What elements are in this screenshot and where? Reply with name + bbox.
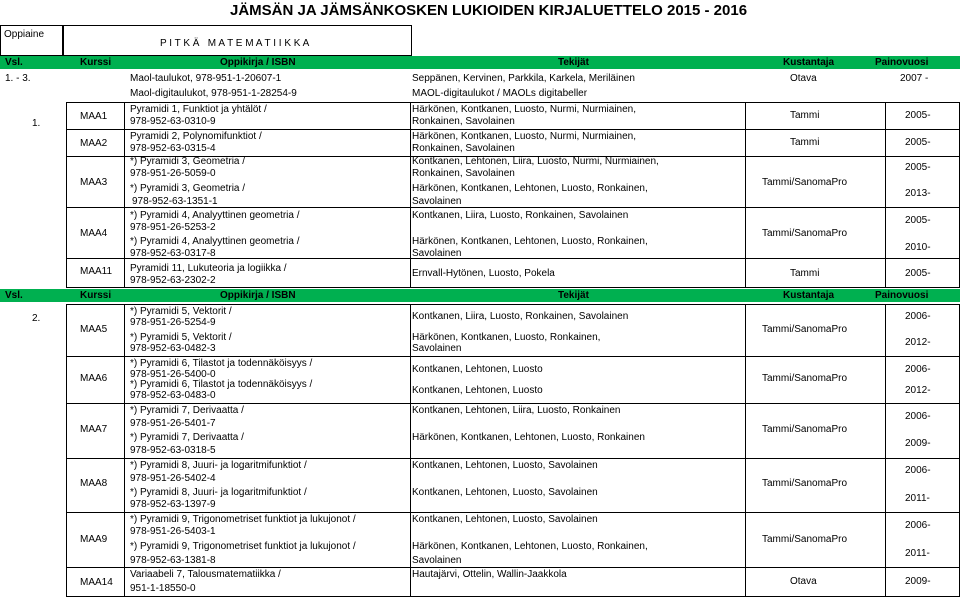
book-title: *) Pyramidi 3, Geometria / [130, 183, 246, 194]
authors: Kontkanen, Lehtonen, Liira, Luosto, Ronkainen [412, 405, 621, 416]
year: 2012- [905, 337, 931, 348]
year: 2005- [905, 137, 931, 148]
col-painovuosi: Painovuosi [875, 290, 929, 301]
course-maa5: MAA5 [80, 324, 108, 335]
book-title: Pyramidi 11, Lukuteoria ja logiikka / [130, 263, 287, 274]
book-title: Variaabeli 7, Talousmatematiikka / [130, 569, 281, 580]
tables-year: 2007 - [900, 73, 929, 84]
digi-book: Maol-digitaulukot, 978-951-1-28254-9 [130, 88, 297, 99]
year: 2006- [905, 520, 931, 531]
authors: Kontkanen, Lehtonen, Luosto, Savolainen [412, 487, 598, 498]
year: 2012- [905, 385, 931, 396]
book-title: Pyramidi 1, Funktiot ja yhtälöt / [130, 104, 267, 115]
publisher: Tammi/SanomaPro [762, 478, 848, 489]
book-title: *) Pyramidi 8, Juuri- ja logaritmifunktiot / [130, 460, 307, 471]
publisher: Tammi/SanomaPro [762, 324, 848, 335]
authors: Kontkanen, Liira, Luosto, Ronkainen, Savolainen [412, 210, 629, 221]
course-maa9: MAA9 [80, 534, 108, 545]
authors: Ronkainen, Savolainen [412, 143, 515, 154]
book-title: *) Pyramidi 6, Tilastot ja todennäköisyys / [130, 379, 313, 390]
book-isbn: 978-952-63-0315-4 [130, 143, 216, 154]
authors: Kontkanen, Lehtonen, Luosto [412, 385, 543, 396]
year: 2011- [905, 493, 930, 504]
authors: Savolainen [412, 196, 462, 207]
authors: Härkönen, Kontkanen, Lehtonen, Luosto, Ronkainen, [412, 183, 648, 194]
book-isbn: 978-951-26-5253-2 [130, 222, 216, 233]
course-maa14: MAA14 [80, 577, 113, 588]
course-maa3: MAA3 [80, 177, 108, 188]
book-title: *) Pyramidi 9, Trigonometriset funktiot ja lukujonot / [130, 541, 356, 552]
course-maa8: MAA8 [80, 478, 108, 489]
year: 2006- [905, 364, 931, 375]
book-title: *) Pyramidi 7, Derivaatta / [130, 432, 244, 443]
book-isbn: 978-951-26-5403-1 [130, 526, 216, 537]
col-oppikirja: Oppikirja / ISBN [220, 290, 296, 301]
book-isbn: 951-1-18550-0 [130, 583, 196, 594]
tables-publisher: Otava [790, 73, 817, 84]
authors: Härkönen, Kontkanen, Lehtonen, Luosto, Ronkainen, [412, 541, 648, 552]
col-kustantaja: Kustantaja [783, 57, 835, 68]
course-maa2: MAA2 [80, 138, 108, 149]
book-isbn: 978-952-63-0310-9 [130, 116, 216, 127]
subject-label: Oppiaine [4, 29, 45, 40]
col-tekijat: Tekijät [558, 57, 589, 68]
col-kustantaja: Kustantaja [783, 290, 835, 301]
course-maa11: MAA11 [80, 266, 113, 277]
book-title: Pyramidi 2, Polynomifunktiot / [130, 131, 262, 142]
publisher: Tammi/SanomaPro [762, 177, 848, 188]
authors: Härkönen, Kontkanen, Luosto, Nurmi, Nurmiainen, [412, 131, 637, 142]
publisher: Tammi/SanomaPro [762, 424, 848, 435]
col-kurssi: Kurssi [80, 290, 112, 301]
book-isbn: 978-952-63-2302-2 [130, 275, 216, 286]
year: 2005- [905, 110, 931, 121]
book-title: *) Pyramidi 9, Trigonometriset funktiot ja lukujonot / [130, 514, 356, 525]
book-title: *) Pyramidi 4, Analyyttinen geometria / [130, 236, 300, 247]
book-isbn: 978-952-63-0318-5 [130, 445, 216, 456]
publisher: Tammi/SanomaPro [762, 373, 848, 384]
authors: Savolainen [412, 555, 462, 566]
course-maa6: MAA6 [80, 373, 108, 384]
digi-authors: MAOL-digitaulukot / MAOLs digitabeller [412, 88, 588, 99]
course-maa7: MAA7 [80, 424, 108, 435]
publisher: Tammi/SanomaPro [762, 534, 848, 545]
authors: Kontkanen, Lehtonen, Luosto, Savolainen [412, 514, 598, 525]
year: 2006- [905, 311, 931, 322]
book-title: *) Pyramidi 5, Vektorit / [130, 332, 232, 343]
year: 2011- [905, 548, 930, 559]
authors: Ronkainen, Savolainen [412, 168, 515, 179]
year: 2013- [905, 188, 931, 199]
book-title: *) Pyramidi 7, Derivaatta / [130, 405, 244, 416]
authors: Kontkanen, Liira, Luosto, Ronkainen, Savolainen [412, 311, 629, 322]
authors: Härkönen, Kontkanen, Lehtonen, Luosto, Ronkainen, [412, 236, 648, 247]
publisher: Tammi [790, 137, 820, 148]
book-title: *) Pyramidi 6, Tilastot ja todennäköisyys / [130, 358, 313, 369]
book-title: *) Pyramidi 3, Geometria / [130, 156, 246, 167]
book-isbn: 978-952-63-1397-9 [130, 499, 216, 510]
publisher: Tammi [790, 110, 820, 121]
book-isbn: 978-951-26-5400-0 [130, 369, 216, 380]
page-title: JÄMSÄN JA JÄMSÄNKOSKEN LUKIOIDEN KIRJALUETTELO 2015 - 2016 [230, 2, 748, 19]
book-isbn: 978-952-63-0483-0 [130, 390, 216, 401]
book-isbn: 978-951-26-5402-4 [130, 473, 216, 484]
course-maa1: MAA1 [80, 111, 108, 122]
authors: Kontkanen, Lehtonen, Luosto [412, 364, 543, 375]
course-maa4: MAA4 [80, 228, 108, 239]
book-title: *) Pyramidi 5, Vektorit / [130, 306, 232, 317]
vsl-range: 1. - 3. [5, 73, 31, 84]
book-title: *) Pyramidi 8, Juuri- ja logaritmifunktiot / [130, 487, 307, 498]
year: 2010- [905, 242, 931, 253]
book-title: *) Pyramidi 4, Analyyttinen geometria / [130, 210, 300, 221]
book-isbn: 978-952-63-1351-1 [132, 196, 218, 207]
col-tekijat: Tekijät [558, 290, 589, 301]
book-isbn: 978-951-26-5254-9 [130, 317, 216, 328]
col-painovuosi: Painovuosi [875, 57, 929, 68]
subject-name: P I T K Ä M A T E M A T I I K K A [160, 38, 310, 49]
authors: Härkönen, Kontkanen, Lehtonen, Luosto, Ronkainen [412, 432, 645, 443]
col-vsl: Vsl. [5, 290, 23, 301]
authors: Kontkanen, Lehtonen, Luosto, Savolainen [412, 460, 598, 471]
book-isbn: 978-951-26-5059-0 [130, 168, 216, 179]
publisher: Tammi [790, 268, 820, 279]
authors: Kontkanen, Lehtonen, Liira, Luosto, Nurmi, Nurmiainen, [412, 156, 659, 167]
tables-authors: Seppänen, Kervinen, Parkkila, Karkela, Meriläinen [412, 73, 635, 84]
authors: Härkönen, Kontkanen, Luosto, Nurmi, Nurmiainen, [412, 104, 637, 115]
vsl-2: 2. [32, 313, 41, 324]
year: 2005- [905, 162, 931, 173]
publisher: Otava [790, 576, 817, 587]
authors: Savolainen [412, 248, 462, 259]
year: 2006- [905, 465, 931, 476]
year: 2009- [905, 576, 931, 587]
book-isbn: 978-952-63-0482-3 [130, 343, 216, 354]
year: 2006- [905, 411, 931, 422]
vsl-1: 1. [32, 118, 41, 129]
book-isbn: 978-952-63-0317-8 [130, 248, 216, 259]
authors: Ronkainen, Savolainen [412, 116, 515, 127]
year: 2005- [905, 215, 931, 226]
book-isbn: 978-951-26-5401-7 [130, 418, 216, 429]
authors: Härkönen, Kontkanen, Luosto, Ronkainen, [412, 332, 601, 343]
authors: Savolainen [412, 343, 462, 354]
col-vsl: Vsl. [5, 57, 23, 68]
authors: Hautajärvi, Ottelin, Wallin-Jaakkola [412, 569, 567, 580]
book-isbn: 978-952-63-1381-8 [130, 555, 216, 566]
year: 2005- [905, 268, 931, 279]
col-oppikirja: Oppikirja / ISBN [220, 57, 296, 68]
tables-book: Maol-taulukot, 978-951-1-20607-1 [130, 73, 282, 84]
year: 2009- [905, 438, 931, 449]
col-kurssi: Kurssi [80, 57, 112, 68]
publisher: Tammi/SanomaPro [762, 228, 848, 239]
authors: Ernvall-Hytönen, Luosto, Pokela [412, 268, 555, 279]
